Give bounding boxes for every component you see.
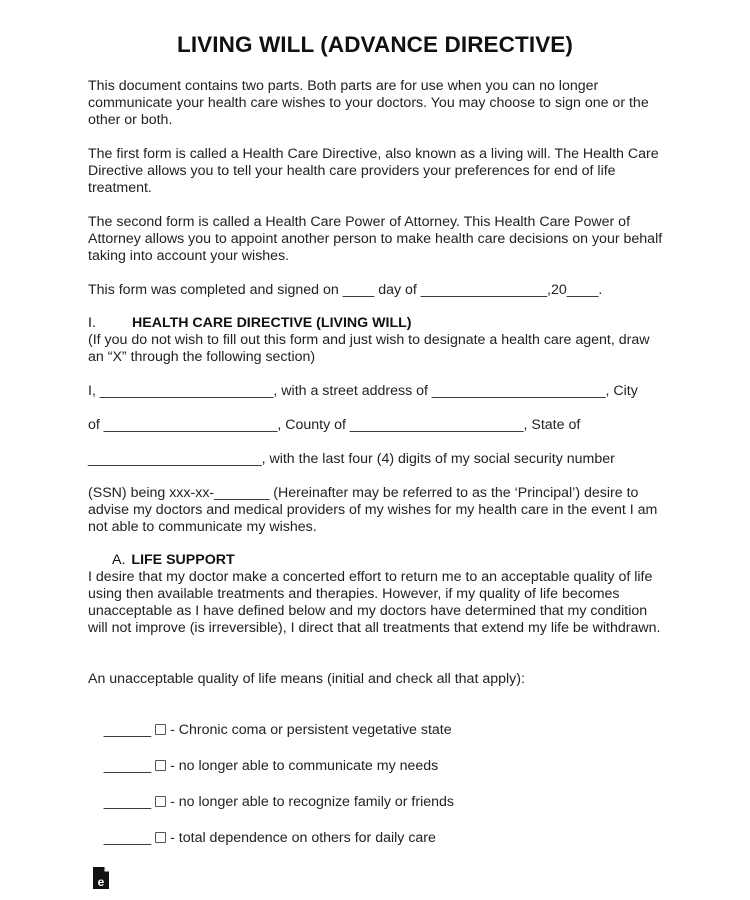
- checkbox[interactable]: [155, 832, 166, 843]
- checklist-intro: An unacceptable quality of life means (initial and check all that apply):: [88, 671, 525, 687]
- checkbox[interactable]: [155, 760, 166, 771]
- checkbox[interactable]: [155, 724, 166, 735]
- subsection-title: LIFE SUPPORT: [131, 552, 235, 568]
- checklist-label: - Chronic coma or persistent vegetative state: [170, 722, 452, 738]
- initial-blank[interactable]: ______: [103, 830, 152, 846]
- signed-date-line[interactable]: This form was completed and signed on ____ day of ________________,20____.: [88, 282, 603, 298]
- initial-blank[interactable]: ______: [103, 758, 152, 774]
- subsection-letter: A.: [112, 552, 126, 568]
- section-1-heading: [88, 315, 412, 332]
- ssn-paragraph: (SSN) being xxx-xx-_______ (Hereinafter may be referred to as the ‘Principal’) desire to advise my doctors and medical providers of my wishes for my health care in the event I am not able to communicate my wishes.: [88, 485, 658, 535]
- form-line-name-address[interactable]: I, ______________________, with a street address of ______________________, City: [88, 383, 638, 399]
- intro-paragraph-3: The second form is called a Health Care Power of Attorney. This Health Care Power of Attorney allows you to appoint another person to make health care decisions on your behalf taking into account your wishes.: [88, 214, 663, 264]
- svg-text:e: e: [97, 875, 105, 889]
- checklist-label: - no longer able to communicate my needs: [170, 758, 439, 774]
- eforms-logo-icon: [92, 866, 110, 890]
- checklist-label: - total dependence on others for daily care: [170, 830, 436, 846]
- life-support-paragraph: I desire that my doctor make a concerted effort to return me to an acceptable quality of life using then available treatments and therapies. However, if my quality of life becomes unacceptable as I have defined below and my doctors have determined that my condition will not improve (is irreversible), I direct that all treatments that extend my life be withdrawn.: [88, 569, 661, 636]
- checklist-item: [88, 813, 436, 864]
- section-title: HEALTH CARE DIRECTIVE (LIVING WILL): [132, 315, 412, 331]
- intro-paragraph-1: This document contains two parts. Both parts are for use when you can no longer communicate your health care wishes to your doctors. You may choose to sign one or the other or both.: [88, 78, 649, 128]
- checkbox[interactable]: [155, 796, 166, 807]
- section-number: I.: [88, 315, 96, 331]
- initial-blank[interactable]: ______: [103, 794, 152, 810]
- intro-paragraph-2: The first form is called a Health Care Directive, also known as a living will. The Health Care Directive allows you to tell your health care providers your preferences for end of life treatment.: [88, 146, 659, 196]
- checklist-label: - no longer able to recognize family or friends: [170, 794, 455, 810]
- form-line-state-ssn[interactable]: ______________________, with the last four (4) digits of my social security number: [88, 451, 615, 467]
- form-line-city-county[interactable]: of ______________________, County of ______________________, State of: [88, 417, 581, 433]
- section-1-instruction: (If you do not wish to fill out this form and just wish to designate a health care agent, draw an “X” through the following section): [88, 332, 650, 365]
- initial-blank[interactable]: ______: [103, 722, 152, 738]
- document-title: LIVING WILL (ADVANCE DIRECTIVE): [176, 32, 573, 57]
- subsection-a-heading: [112, 552, 235, 569]
